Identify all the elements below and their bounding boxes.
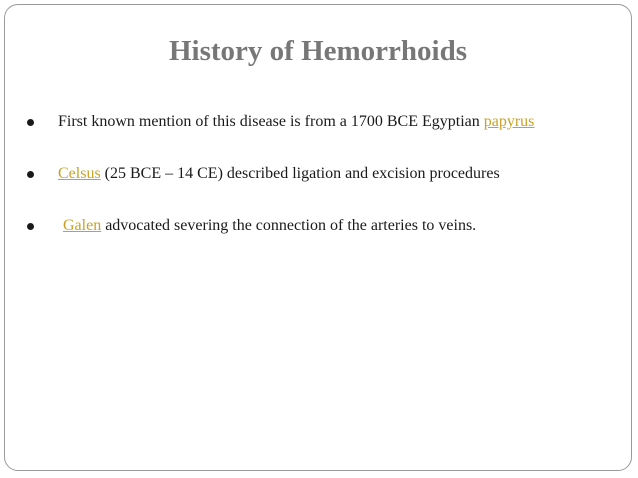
bullet-item-celsus (21, 165, 621, 217)
papyrus-link[interactable]: papyrus (483, 113, 535, 130)
bullet-text (58, 113, 534, 131)
slide (4, 4, 632, 471)
bullet-text-before: First known mention of this disease is from a 1700 BCE Egyptian (58, 113, 484, 130)
bullet-dot-icon (27, 223, 34, 230)
bullet-item-papyrus (21, 113, 621, 165)
bullet-dot-icon (27, 171, 34, 178)
galen-link[interactable]: Galen (63, 217, 102, 234)
bullet-text-after: (25 BCE – 14 CE) described ligation and excision procedures (100, 165, 500, 182)
bullet-text (63, 217, 476, 235)
bullet-text (58, 165, 500, 183)
bullet-list (21, 113, 621, 269)
bullet-item-galen (21, 217, 621, 269)
bullet-text-after: advocated severing the connection of the arteries to veins. (101, 217, 477, 234)
celsus-link[interactable]: Celsus (58, 165, 101, 182)
slide-title: History of Hemorrhoids (168, 35, 467, 67)
bullet-dot-icon (27, 119, 34, 126)
